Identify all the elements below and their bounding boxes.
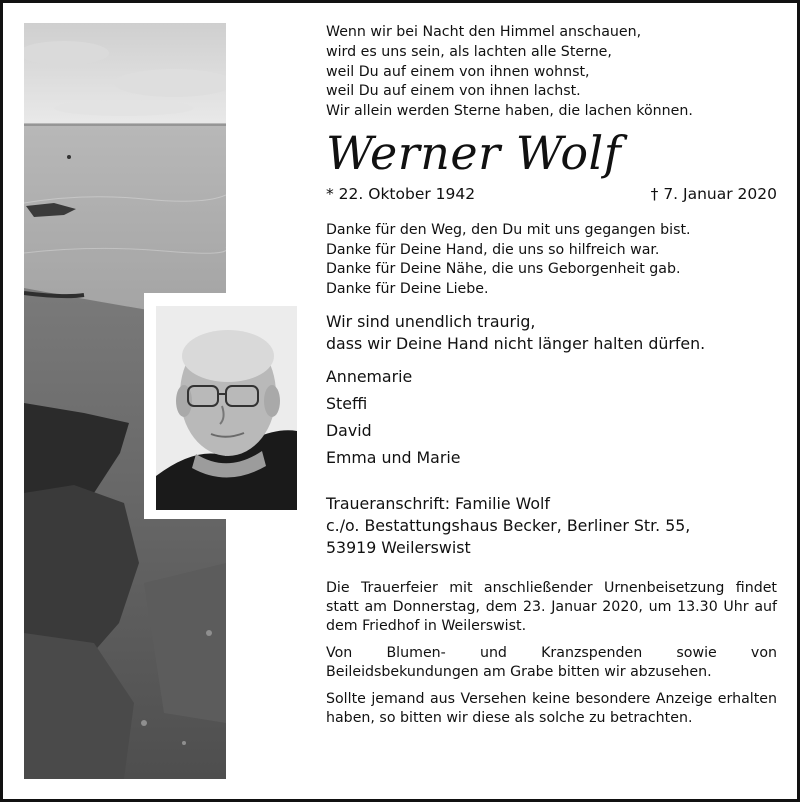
- birth-date: * 22. Oktober 1942: [326, 184, 476, 203]
- death-date: † 7. Januar 2020: [650, 184, 777, 203]
- address-line: Traueranschrift: Familie Wolf: [326, 494, 550, 514]
- notice-paragraph: Die Trauerfeier mit anschließender Urnenbeisetzung findet statt am Donnerstag, dem 23. Januar 2020, um 13.30 Uhr auf dem Friedhof in Weilerswist.: [326, 580, 777, 634]
- text-column: [326, 23, 777, 737]
- thanks-line: Danke für den Weg, den Du mit uns gegangen bist.: [326, 221, 691, 238]
- portrait-photo: [156, 306, 297, 510]
- deceased-name: Werner Wolf: [326, 125, 622, 180]
- poem: [326, 23, 777, 122]
- family-member: Annemarie: [326, 367, 413, 387]
- mourning-statement: [326, 311, 777, 355]
- mourning-address: [326, 493, 777, 559]
- notice-paragraph: Sollte jemand aus Versehen keine besondere Anzeige erhalten haben, so bitten wir diese als solche zu betrachten.: [326, 691, 777, 726]
- poem-line: weil Du auf einem von ihnen wohnst,: [326, 63, 590, 80]
- mourning-line: Wir sind unendlich traurig,: [326, 312, 536, 332]
- family-member: David: [326, 421, 372, 441]
- address-line: 53919 Weilerswist: [326, 538, 471, 558]
- family-member: Steffi: [326, 394, 368, 414]
- notice-paragraph: Von Blumen- und Kranzspenden sowie von Beileidsbekundungen am Grabe bitten wir abzusehen.: [326, 645, 777, 680]
- thanks-line: Danke für Deine Liebe.: [326, 280, 489, 297]
- funeral-notices: [326, 579, 777, 727]
- thanks-verse: [326, 221, 777, 299]
- life-dates: [326, 184, 777, 204]
- poem-line: Wenn wir bei Nacht den Himmel anschauen,: [326, 24, 642, 40]
- poem-line: Wir allein werden Sterne haben, die lachen können.: [326, 103, 693, 120]
- portrait-drawing: [156, 306, 297, 510]
- thanks-line: Danke für Deine Hand, die uns so hilfreich war.: [326, 241, 660, 258]
- family-list: [326, 363, 777, 471]
- family-member: Emma und Marie: [326, 448, 461, 468]
- thanks-line: Danke für Deine Nähe, die uns Geborgenheit gab.: [326, 261, 681, 278]
- address-line: c./o. Bestattungshaus Becker, Berliner Str. 55,: [326, 516, 691, 536]
- mourning-line: dass wir Deine Hand nicht länger halten dürfen.: [326, 334, 706, 354]
- poem-line: wird es uns sein, als lachten alle Sterne,: [326, 43, 612, 60]
- poem-line: weil Du auf einem von ihnen lachst.: [326, 83, 581, 100]
